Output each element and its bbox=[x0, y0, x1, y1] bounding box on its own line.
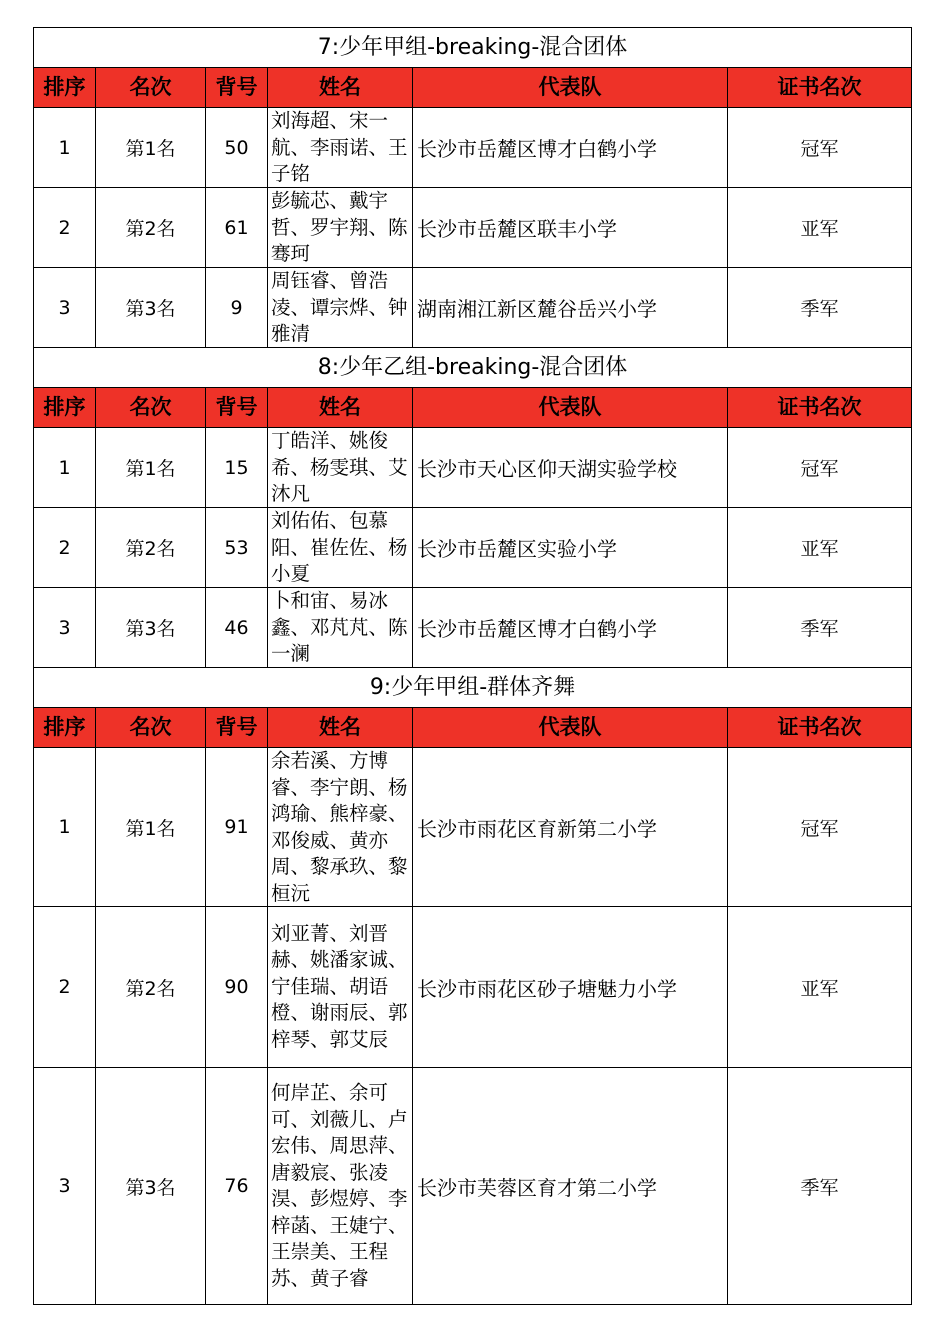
order-cell: 2 bbox=[34, 508, 96, 588]
table-row bbox=[34, 748, 912, 907]
award-cell: 冠军 bbox=[728, 108, 912, 188]
column-header: 背号 bbox=[206, 708, 268, 748]
team-cell: 长沙市岳麓区实验小学 bbox=[413, 508, 728, 588]
bib-cell: 50 bbox=[206, 108, 268, 188]
column-header: 排序 bbox=[34, 708, 96, 748]
award-cell: 季军 bbox=[728, 268, 912, 348]
bib-cell: 53 bbox=[206, 508, 268, 588]
names-cell bbox=[268, 108, 413, 188]
names-text: 卜和宙、易冰鑫、邓芃芃、陈一澜 bbox=[271, 589, 408, 665]
team-cell: 湖南湘江新区麓谷岳兴小学 bbox=[413, 268, 728, 348]
order-cell: 3 bbox=[34, 268, 96, 348]
award-cell: 冠军 bbox=[728, 748, 912, 907]
table-row bbox=[34, 508, 912, 588]
results-sheet bbox=[33, 27, 911, 1305]
section-title: 7:少年甲组-breaking-混合团体 bbox=[34, 28, 912, 68]
column-header: 背号 bbox=[206, 68, 268, 108]
award-cell: 季军 bbox=[728, 588, 912, 668]
results-table bbox=[33, 27, 912, 1305]
award-cell: 亚军 bbox=[728, 188, 912, 268]
section-title-row bbox=[34, 348, 912, 388]
award-cell: 冠军 bbox=[728, 428, 912, 508]
column-header: 姓名 bbox=[268, 68, 413, 108]
bib-cell: 91 bbox=[206, 748, 268, 907]
team-cell: 长沙市岳麓区博才白鹤小学 bbox=[413, 108, 728, 188]
award-cell: 亚军 bbox=[728, 907, 912, 1068]
bib-cell: 15 bbox=[206, 428, 268, 508]
award-cell: 亚军 bbox=[728, 508, 912, 588]
team-cell: 长沙市天心区仰天湖实验学校 bbox=[413, 428, 728, 508]
team-cell: 长沙市芙蓉区育才第二小学 bbox=[413, 1068, 728, 1305]
column-header: 姓名 bbox=[268, 388, 413, 428]
table-row bbox=[34, 188, 912, 268]
team-cell: 长沙市岳麓区联丰小学 bbox=[413, 188, 728, 268]
rank-cell: 第3名 bbox=[96, 1068, 206, 1305]
bib-cell: 90 bbox=[206, 907, 268, 1068]
order-cell: 2 bbox=[34, 907, 96, 1068]
bib-cell: 9 bbox=[206, 268, 268, 348]
section-title-row bbox=[34, 668, 912, 708]
names-cell bbox=[268, 268, 413, 348]
names-text: 刘海超、宋一航、李雨诺、王子铭 bbox=[271, 109, 408, 185]
bib-cell: 46 bbox=[206, 588, 268, 668]
section-title: 9:少年甲组-群体齐舞 bbox=[34, 668, 912, 708]
header-row bbox=[34, 388, 912, 428]
order-cell: 3 bbox=[34, 588, 96, 668]
rank-cell: 第3名 bbox=[96, 268, 206, 348]
names-text: 彭毓芯、戴宇哲、罗宇翔、陈骞珂 bbox=[271, 189, 408, 265]
order-cell: 1 bbox=[34, 428, 96, 508]
names-text: 何岸芷、余可可、刘薇儿、卢宏伟、周思萍、唐毅宸、张凌淏、彭煜婷、李梓菡、王婕宁、王崇美、王程苏、黄子睿 bbox=[271, 1081, 408, 1290]
team-cell: 长沙市雨花区育新第二小学 bbox=[413, 748, 728, 907]
rank-cell: 第2名 bbox=[96, 508, 206, 588]
column-header: 姓名 bbox=[268, 708, 413, 748]
team-cell: 长沙市雨花区砂子塘魅力小学 bbox=[413, 907, 728, 1068]
section-title: 8:少年乙组-breaking-混合团体 bbox=[34, 348, 912, 388]
names-text: 丁皓洋、姚俊希、杨雯琪、艾沐凡 bbox=[271, 429, 408, 505]
column-header: 代表队 bbox=[413, 388, 728, 428]
rank-cell: 第2名 bbox=[96, 188, 206, 268]
column-header: 排序 bbox=[34, 68, 96, 108]
names-text: 周钰睿、曾浩凌、谭宗烨、钟雅清 bbox=[271, 269, 408, 345]
names-cell bbox=[268, 428, 413, 508]
rank-cell: 第2名 bbox=[96, 907, 206, 1068]
column-header: 背号 bbox=[206, 388, 268, 428]
column-header: 名次 bbox=[96, 388, 206, 428]
order-cell: 1 bbox=[34, 748, 96, 907]
names-cell bbox=[268, 1068, 413, 1305]
names-text: 刘亚菁、刘晋赫、姚潘家诚、宁佳瑞、胡语橙、谢雨辰、郭梓琴、郭艾辰 bbox=[271, 921, 408, 1051]
names-text: 刘佑佑、包慕阳、崔佐佐、杨小夏 bbox=[271, 509, 408, 585]
column-header: 证书名次 bbox=[728, 68, 912, 108]
rank-cell: 第1名 bbox=[96, 748, 206, 907]
rank-cell: 第3名 bbox=[96, 588, 206, 668]
bib-cell: 61 bbox=[206, 188, 268, 268]
table-row bbox=[34, 907, 912, 1068]
table-row bbox=[34, 588, 912, 668]
names-text: 余若溪、方博睿、李宁朗、杨鸿瑜、熊梓豪、邓俊威、黄亦周、黎承玖、黎桓沅 bbox=[271, 749, 408, 905]
team-cell: 长沙市岳麓区博才白鹤小学 bbox=[413, 588, 728, 668]
table-row bbox=[34, 428, 912, 508]
names-cell bbox=[268, 748, 413, 907]
column-header: 证书名次 bbox=[728, 388, 912, 428]
column-header: 代表队 bbox=[413, 68, 728, 108]
award-cell: 季军 bbox=[728, 1068, 912, 1305]
section-title-row bbox=[34, 28, 912, 68]
column-header: 名次 bbox=[96, 68, 206, 108]
order-cell: 3 bbox=[34, 1068, 96, 1305]
table-row bbox=[34, 1068, 912, 1305]
order-cell: 1 bbox=[34, 108, 96, 188]
column-header: 代表队 bbox=[413, 708, 728, 748]
names-cell bbox=[268, 188, 413, 268]
names-cell bbox=[268, 907, 413, 1068]
column-header: 排序 bbox=[34, 388, 96, 428]
header-row bbox=[34, 708, 912, 748]
rank-cell: 第1名 bbox=[96, 108, 206, 188]
table-row bbox=[34, 108, 912, 188]
rank-cell: 第1名 bbox=[96, 428, 206, 508]
table-row bbox=[34, 268, 912, 348]
names-cell bbox=[268, 588, 413, 668]
order-cell: 2 bbox=[34, 188, 96, 268]
column-header: 证书名次 bbox=[728, 708, 912, 748]
bib-cell: 76 bbox=[206, 1068, 268, 1305]
column-header: 名次 bbox=[96, 708, 206, 748]
names-cell bbox=[268, 508, 413, 588]
header-row bbox=[34, 68, 912, 108]
